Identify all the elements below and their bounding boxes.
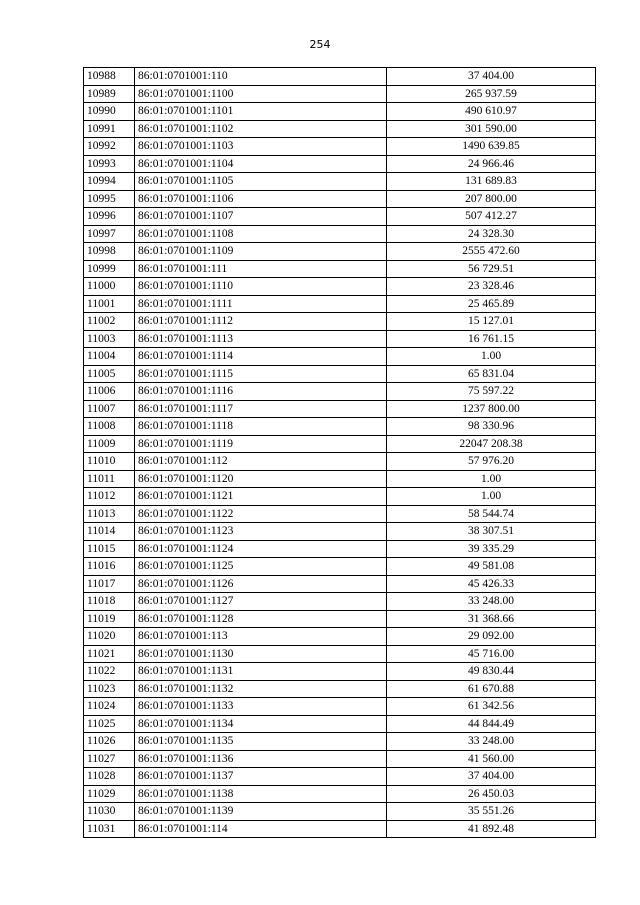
row-number-cell: 10997 bbox=[84, 225, 135, 243]
value-cell: 490 610.97 bbox=[387, 103, 596, 121]
table-row bbox=[84, 785, 596, 803]
value-cell: 507 412.27 bbox=[387, 208, 596, 226]
value-cell: 301 590.00 bbox=[387, 120, 596, 138]
table-row bbox=[84, 540, 596, 558]
cadastral-number-cell: 86:01:0701001:1124 bbox=[135, 540, 387, 558]
cadastral-number-cell: 86:01:0701001:1100 bbox=[135, 85, 387, 103]
cadastral-number-cell: 86:01:0701001:1117 bbox=[135, 400, 387, 418]
row-number-cell: 11011 bbox=[84, 470, 135, 488]
table-row bbox=[84, 173, 596, 191]
page-number: 254 bbox=[309, 38, 331, 51]
value-cell: 58 544.74 bbox=[387, 505, 596, 523]
row-number-cell: 10991 bbox=[84, 120, 135, 138]
row-number-cell: 11012 bbox=[84, 488, 135, 506]
row-number-cell: 11008 bbox=[84, 418, 135, 436]
value-cell: 49 830.44 bbox=[387, 663, 596, 681]
table-row bbox=[84, 138, 596, 156]
table-row bbox=[84, 120, 596, 138]
value-cell: 45 716.00 bbox=[387, 645, 596, 663]
table-row bbox=[84, 733, 596, 751]
value-cell: 39 335.29 bbox=[387, 540, 596, 558]
table-row bbox=[84, 558, 596, 576]
row-number-cell: 11015 bbox=[84, 540, 135, 558]
table-row bbox=[84, 418, 596, 436]
row-number-cell: 11007 bbox=[84, 400, 135, 418]
table-row bbox=[84, 85, 596, 103]
table-row bbox=[84, 365, 596, 383]
value-cell: 35 551.26 bbox=[387, 803, 596, 821]
cadastral-number-cell: 86:01:0701001:1119 bbox=[135, 435, 387, 453]
cadastral-number-cell: 86:01:0701001:1135 bbox=[135, 733, 387, 751]
cadastral-number-cell: 86:01:0701001:1111 bbox=[135, 295, 387, 313]
row-number-cell: 11030 bbox=[84, 803, 135, 821]
value-cell: 41 560.00 bbox=[387, 750, 596, 768]
table-row bbox=[84, 348, 596, 366]
value-cell: 31 368.66 bbox=[387, 610, 596, 628]
table-row bbox=[84, 820, 596, 838]
value-cell: 65 831.04 bbox=[387, 365, 596, 383]
row-number-cell: 11018 bbox=[84, 593, 135, 611]
cadastral-number-cell: 86:01:0701001:1110 bbox=[135, 278, 387, 296]
value-cell: 207 800.00 bbox=[387, 190, 596, 208]
cadastral-number-cell: 86:01:0701001:1118 bbox=[135, 418, 387, 436]
value-cell: 1.00 bbox=[387, 348, 596, 366]
table-row bbox=[84, 383, 596, 401]
cadastral-number-cell: 86:01:0701001:1132 bbox=[135, 680, 387, 698]
row-number-cell: 10998 bbox=[84, 243, 135, 261]
cadastral-number-cell: 86:01:0701001:1102 bbox=[135, 120, 387, 138]
row-number-cell: 11024 bbox=[84, 698, 135, 716]
table-row bbox=[84, 278, 596, 296]
row-number-cell: 11016 bbox=[84, 558, 135, 576]
table-row bbox=[84, 155, 596, 173]
row-number-cell: 10993 bbox=[84, 155, 135, 173]
cadastral-number-cell: 86:01:0701001:1130 bbox=[135, 645, 387, 663]
table-row bbox=[84, 295, 596, 313]
row-number-cell: 11031 bbox=[84, 820, 135, 838]
cadastral-number-cell: 86:01:0701001:1113 bbox=[135, 330, 387, 348]
value-cell: 26 450.03 bbox=[387, 785, 596, 803]
row-number-cell: 11005 bbox=[84, 365, 135, 383]
table-row bbox=[84, 208, 596, 226]
value-cell: 2555 472.60 bbox=[387, 243, 596, 261]
table-row bbox=[84, 260, 596, 278]
cadastral-number-cell: 86:01:0701001:111 bbox=[135, 260, 387, 278]
row-number-cell: 11014 bbox=[84, 523, 135, 541]
value-cell: 25 465.89 bbox=[387, 295, 596, 313]
table-row bbox=[84, 803, 596, 821]
table-row bbox=[84, 488, 596, 506]
row-number-cell: 11002 bbox=[84, 313, 135, 331]
value-cell: 41 892.48 bbox=[387, 820, 596, 838]
value-cell: 37 404.00 bbox=[387, 68, 596, 86]
table-row bbox=[84, 225, 596, 243]
value-cell: 1237 800.00 bbox=[387, 400, 596, 418]
value-cell: 15 127.01 bbox=[387, 313, 596, 331]
table-row bbox=[84, 645, 596, 663]
row-number-cell: 11013 bbox=[84, 505, 135, 523]
value-cell: 37 404.00 bbox=[387, 768, 596, 786]
cadastral-number-cell: 86:01:0701001:1107 bbox=[135, 208, 387, 226]
cadastral-number-cell: 86:01:0701001:1127 bbox=[135, 593, 387, 611]
value-cell: 24 328.30 bbox=[387, 225, 596, 243]
table-row bbox=[84, 453, 596, 471]
cadastral-number-cell: 86:01:0701001:1108 bbox=[135, 225, 387, 243]
cadastral-number-cell: 86:01:0701001:1133 bbox=[135, 698, 387, 716]
table-row bbox=[84, 103, 596, 121]
cadastral-number-cell: 86:01:0701001:1131 bbox=[135, 663, 387, 681]
table-row bbox=[84, 68, 596, 86]
table-row bbox=[84, 680, 596, 698]
cadastral-number-cell: 86:01:0701001:1125 bbox=[135, 558, 387, 576]
value-cell: 131 689.83 bbox=[387, 173, 596, 191]
row-number-cell: 11004 bbox=[84, 348, 135, 366]
table-row bbox=[84, 628, 596, 646]
value-cell: 1.00 bbox=[387, 488, 596, 506]
value-cell: 49 581.08 bbox=[387, 558, 596, 576]
value-cell: 33 248.00 bbox=[387, 593, 596, 611]
row-number-cell: 10995 bbox=[84, 190, 135, 208]
value-cell: 24 966.46 bbox=[387, 155, 596, 173]
row-number-cell: 11019 bbox=[84, 610, 135, 628]
table-row bbox=[84, 575, 596, 593]
cadastral-number-cell: 86:01:0701001:110 bbox=[135, 68, 387, 86]
cadastral-number-cell: 86:01:0701001:1106 bbox=[135, 190, 387, 208]
table-row bbox=[84, 400, 596, 418]
row-number-cell: 11003 bbox=[84, 330, 135, 348]
row-number-cell: 10989 bbox=[84, 85, 135, 103]
value-cell: 45 426.33 bbox=[387, 575, 596, 593]
value-cell: 57 976.20 bbox=[387, 453, 596, 471]
cadastral-number-cell: 86:01:0701001:114 bbox=[135, 820, 387, 838]
row-number-cell: 11009 bbox=[84, 435, 135, 453]
table-row bbox=[84, 768, 596, 786]
row-number-cell: 11022 bbox=[84, 663, 135, 681]
cadastral-number-cell: 86:01:0701001:1115 bbox=[135, 365, 387, 383]
value-cell: 23 328.46 bbox=[387, 278, 596, 296]
table-row bbox=[84, 190, 596, 208]
value-cell: 22047 208.38 bbox=[387, 435, 596, 453]
table-row bbox=[84, 698, 596, 716]
row-number-cell: 10999 bbox=[84, 260, 135, 278]
table-row bbox=[84, 593, 596, 611]
table-row bbox=[84, 750, 596, 768]
row-number-cell: 11001 bbox=[84, 295, 135, 313]
row-number-cell: 11006 bbox=[84, 383, 135, 401]
value-cell: 56 729.51 bbox=[387, 260, 596, 278]
table-row bbox=[84, 610, 596, 628]
row-number-cell: 11029 bbox=[84, 785, 135, 803]
row-number-cell: 10994 bbox=[84, 173, 135, 191]
cadastral-number-cell: 86:01:0701001:1120 bbox=[135, 470, 387, 488]
value-cell: 1.00 bbox=[387, 470, 596, 488]
cadastral-number-cell: 86:01:0701001:1126 bbox=[135, 575, 387, 593]
value-cell: 29 092.00 bbox=[387, 628, 596, 646]
cadastral-number-cell: 86:01:0701001:1134 bbox=[135, 715, 387, 733]
table-row bbox=[84, 470, 596, 488]
cadastral-number-cell: 86:01:0701001:1122 bbox=[135, 505, 387, 523]
row-number-cell: 11026 bbox=[84, 733, 135, 751]
value-cell: 38 307.51 bbox=[387, 523, 596, 541]
value-cell: 265 937.59 bbox=[387, 85, 596, 103]
row-number-cell: 10988 bbox=[84, 68, 135, 86]
table-row bbox=[84, 330, 596, 348]
value-cell: 61 670.88 bbox=[387, 680, 596, 698]
row-number-cell: 10996 bbox=[84, 208, 135, 226]
row-number-cell: 11000 bbox=[84, 278, 135, 296]
row-number-cell: 11023 bbox=[84, 680, 135, 698]
row-number-cell: 10992 bbox=[84, 138, 135, 156]
registry-table bbox=[83, 67, 596, 838]
cadastral-number-cell: 86:01:0701001:113 bbox=[135, 628, 387, 646]
cadastral-number-cell: 86:01:0701001:1128 bbox=[135, 610, 387, 628]
cadastral-number-cell: 86:01:0701001:1138 bbox=[135, 785, 387, 803]
cadastral-number-cell: 86:01:0701001:1103 bbox=[135, 138, 387, 156]
cadastral-number-cell: 86:01:0701001:1139 bbox=[135, 803, 387, 821]
value-cell: 75 597.22 bbox=[387, 383, 596, 401]
cadastral-number-cell: 86:01:0701001:1104 bbox=[135, 155, 387, 173]
cadastral-number-cell: 86:01:0701001:1116 bbox=[135, 383, 387, 401]
table-row bbox=[84, 663, 596, 681]
row-number-cell: 11017 bbox=[84, 575, 135, 593]
row-number-cell: 11020 bbox=[84, 628, 135, 646]
value-cell: 33 248.00 bbox=[387, 733, 596, 751]
row-number-cell: 11027 bbox=[84, 750, 135, 768]
table-row bbox=[84, 715, 596, 733]
value-cell: 1490 639.85 bbox=[387, 138, 596, 156]
table-row bbox=[84, 505, 596, 523]
cadastral-number-cell: 86:01:0701001:112 bbox=[135, 453, 387, 471]
row-number-cell: 10990 bbox=[84, 103, 135, 121]
cadastral-number-cell: 86:01:0701001:1114 bbox=[135, 348, 387, 366]
cadastral-number-cell: 86:01:0701001:1121 bbox=[135, 488, 387, 506]
cadastral-number-cell: 86:01:0701001:1137 bbox=[135, 768, 387, 786]
row-number-cell: 11025 bbox=[84, 715, 135, 733]
value-cell: 44 844.49 bbox=[387, 715, 596, 733]
cadastral-number-cell: 86:01:0701001:1123 bbox=[135, 523, 387, 541]
value-cell: 61 342.56 bbox=[387, 698, 596, 716]
table-row bbox=[84, 435, 596, 453]
table-row bbox=[84, 243, 596, 261]
value-cell: 98 330.96 bbox=[387, 418, 596, 436]
cadastral-number-cell: 86:01:0701001:1136 bbox=[135, 750, 387, 768]
value-cell: 16 761.15 bbox=[387, 330, 596, 348]
row-number-cell: 11021 bbox=[84, 645, 135, 663]
cadastral-number-cell: 86:01:0701001:1105 bbox=[135, 173, 387, 191]
cadastral-number-cell: 86:01:0701001:1109 bbox=[135, 243, 387, 261]
cadastral-number-cell: 86:01:0701001:1112 bbox=[135, 313, 387, 331]
registry-table-body bbox=[84, 68, 596, 838]
table-row bbox=[84, 313, 596, 331]
row-number-cell: 11010 bbox=[84, 453, 135, 471]
row-number-cell: 11028 bbox=[84, 768, 135, 786]
cadastral-number-cell: 86:01:0701001:1101 bbox=[135, 103, 387, 121]
table-row bbox=[84, 523, 596, 541]
